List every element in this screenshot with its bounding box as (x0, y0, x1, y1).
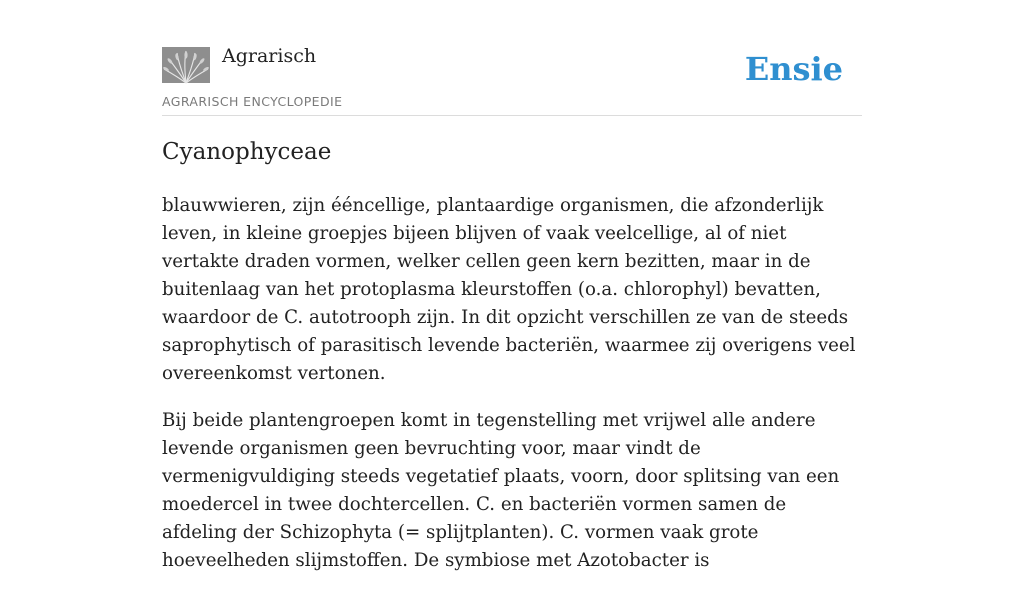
grain-ears-icon (162, 47, 210, 83)
site-header (162, 44, 862, 116)
grain-ears-graphic (162, 47, 210, 83)
brand-logo-link[interactable]: Ensie (744, 50, 843, 88)
article-body (162, 192, 862, 594)
page-title: Cyanophyceae (162, 139, 332, 165)
article-paragraph: blauwwieren, zijn ééncellige, plantaardige organismen, die afzonderlijk leven, in kleine groepjes bijeen blijven of vaak veelcellige, al of niet vertakte draden vormen, welker cellen geen kern bezitten, maar in de buitenlaag van het protoplasma kleurstoffen (o.a. chlorophyl) bevatten, waardoor de C. autotrooph zijn. In dit opzicht verschillen ze van de steeds saprophytisch of parasitisch levende bacteriën, waarmee zij overigens veel overeenkomst vertonen. (162, 195, 856, 384)
site-name: Agrarisch (222, 45, 317, 67)
site-subtitle: AGRARISCH ENCYCLOPEDIE (162, 94, 343, 109)
article-paragraph: Bij beide plantengroepen komt in tegenstelling met vrijwel alle andere levende organismen geen bevruchting voor, maar vindt de vermenigvuldiging steeds vegetatief plaats, voorn, door splitsing van een moedercel in twee dochtercellen. C. en bacteriën vormen samen de afdeling der Schizophyta (= splijtplanten). C. vormen vaak grote hoeveelheden slijmstoffen. De symbiose met Azotobacter is (162, 410, 840, 571)
